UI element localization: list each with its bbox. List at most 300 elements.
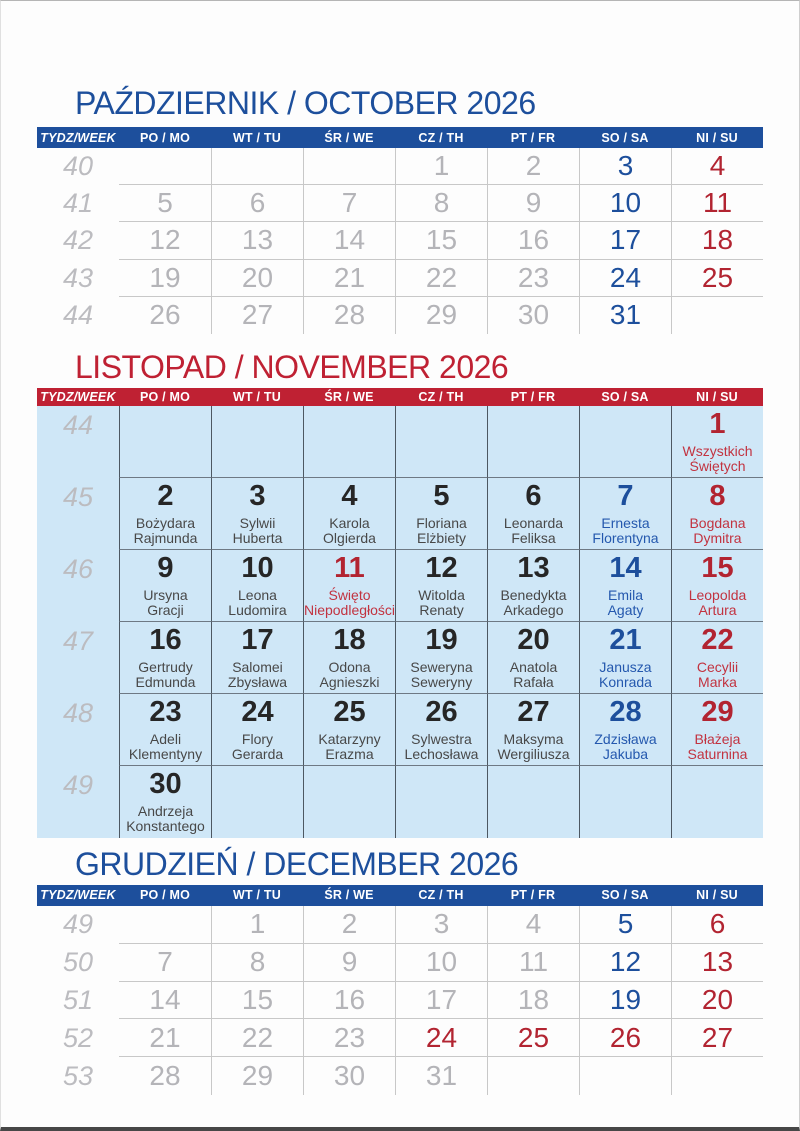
day-number: 18 — [333, 623, 366, 656]
header-day-label: ŚR / WE — [324, 888, 374, 903]
day-cell — [487, 766, 579, 838]
day-number: 12 — [609, 946, 642, 978]
day-number: 4 — [341, 479, 358, 512]
day-cell — [579, 406, 671, 478]
day-cell — [303, 297, 395, 334]
day-number: 23 — [149, 695, 182, 728]
header-day-label: WT / TU — [233, 888, 281, 903]
day-cell — [211, 622, 303, 694]
day-cell — [579, 1057, 671, 1095]
day-number: 21 — [149, 1021, 181, 1053]
day-number: 17 — [609, 224, 642, 256]
day-cell — [395, 1019, 487, 1057]
week-number: 42 — [62, 225, 94, 256]
day-cell — [671, 766, 763, 838]
day-number: 8 — [249, 946, 266, 978]
day-number: 22 — [701, 623, 734, 656]
day-cell — [579, 694, 671, 766]
day-number: 13 — [241, 224, 274, 256]
week-number: 45 — [62, 481, 94, 512]
name-day-label: Gertrudy Edmunda — [135, 658, 196, 691]
name-day-label: Leopolda Artura — [688, 586, 747, 619]
day-cell — [119, 1019, 211, 1057]
day-cell — [303, 906, 395, 944]
day-cell — [303, 1019, 395, 1057]
day-number: 3 — [433, 908, 450, 940]
day-number: 9 — [157, 551, 174, 584]
week-number: 41 — [62, 188, 94, 219]
week-row — [37, 297, 763, 334]
day-cell — [487, 906, 579, 944]
day-cell — [119, 694, 211, 766]
day-cell — [211, 982, 303, 1020]
day-cell — [119, 478, 211, 550]
day-cell — [395, 148, 487, 185]
day-cell — [579, 982, 671, 1020]
header-day-label: ŚR / WE — [324, 130, 374, 145]
week-row — [37, 1057, 763, 1095]
day-number: 28 — [149, 1060, 181, 1092]
name-day-label: Maksyma Wergiliusza — [497, 730, 570, 763]
day-cell — [671, 222, 763, 259]
name-day-label: Floriana Elżbiety — [416, 514, 467, 547]
name-day-label: Sylwestra Lechosława — [404, 730, 479, 763]
day-cell — [303, 148, 395, 185]
day-number: 8 — [433, 187, 450, 219]
day-cell — [579, 148, 671, 185]
month-grid — [37, 906, 763, 1095]
day-cell — [303, 406, 395, 478]
day-cell — [487, 185, 579, 222]
header-week-label: TYDZ/WEEK — [40, 888, 116, 903]
week-row — [37, 406, 763, 478]
day-cell — [119, 982, 211, 1020]
day-cell — [211, 550, 303, 622]
day-cell — [119, 906, 211, 944]
day-number: 19 — [609, 983, 642, 1015]
name-day-label: Janusza Konrada — [599, 658, 652, 691]
week-row — [37, 982, 763, 1020]
day-number: 1 — [433, 150, 450, 182]
day-number: 31 — [425, 1060, 458, 1092]
weekday-header-row — [37, 885, 763, 906]
day-number: 7 — [341, 187, 358, 219]
day-number: 27 — [517, 695, 550, 728]
day-cell — [395, 622, 487, 694]
name-day-label: Święto Niepodległości — [303, 586, 396, 619]
day-cell — [211, 406, 303, 478]
week-row — [37, 1019, 763, 1057]
name-day-label: Adeli Klementyny — [128, 730, 203, 763]
day-number: 11 — [702, 187, 733, 219]
header-day-label: PT / FR — [510, 130, 556, 145]
day-number: 3 — [617, 150, 634, 182]
day-number: 27 — [701, 1021, 734, 1053]
day-cell — [579, 260, 671, 297]
day-cell — [211, 1057, 303, 1095]
day-number: 20 — [701, 983, 734, 1015]
week-number: 53 — [62, 1060, 94, 1091]
day-number: 16 — [149, 623, 182, 656]
name-day-label: Błażeja Saturnina — [687, 730, 748, 763]
week-number: 50 — [62, 947, 94, 978]
day-number: 15 — [241, 983, 274, 1015]
day-cell — [303, 260, 395, 297]
day-cell — [119, 260, 211, 297]
week-number: 44 — [62, 299, 94, 330]
day-cell — [579, 906, 671, 944]
day-number: 1 — [249, 908, 266, 940]
name-day-label: Benedykta Arkadego — [500, 586, 567, 619]
day-cell — [395, 906, 487, 944]
day-cell — [395, 944, 487, 982]
day-number: 22 — [241, 1021, 274, 1053]
day-number: 24 — [241, 695, 274, 728]
day-number: 9 — [525, 187, 542, 219]
day-number: 23 — [333, 1021, 366, 1053]
day-cell — [211, 148, 303, 185]
day-cell — [487, 1019, 579, 1057]
day-number: 4 — [525, 908, 542, 940]
day-cell — [487, 694, 579, 766]
name-day-label: Leona Ludomira — [228, 586, 287, 619]
week-number: 46 — [62, 553, 94, 584]
day-number: 30 — [333, 1060, 366, 1092]
week-row — [37, 944, 763, 982]
day-cell — [395, 694, 487, 766]
day-number: 26 — [609, 1021, 642, 1053]
day-cell — [671, 478, 763, 550]
weekday-header-row — [37, 388, 763, 406]
day-number: 5 — [617, 908, 634, 940]
header-day-label: NI / SU — [696, 130, 738, 145]
day-cell — [119, 766, 211, 838]
day-cell — [487, 222, 579, 259]
day-number: 18 — [701, 224, 734, 256]
day-cell — [487, 297, 579, 334]
day-cell — [119, 550, 211, 622]
header-day-label: PT / FR — [510, 888, 556, 903]
week-number: 40 — [62, 151, 94, 182]
week-number: 49 — [62, 769, 94, 800]
header-week-label: TYDZ/WEEK — [40, 389, 116, 404]
header-day-label: NI / SU — [696, 888, 738, 903]
day-cell — [579, 185, 671, 222]
day-number: 3 — [249, 479, 266, 512]
day-number: 30 — [149, 767, 182, 800]
month-grid — [37, 148, 763, 334]
day-number: 17 — [241, 623, 274, 656]
month-section-october — [37, 1, 763, 334]
day-number: 19 — [149, 261, 181, 293]
weekday-header-row — [37, 127, 763, 148]
day-number: 13 — [701, 946, 734, 978]
day-number: 20 — [241, 261, 274, 293]
week-row — [37, 906, 763, 944]
name-day-label: Wszystkich Świętych — [682, 442, 753, 475]
day-number: 26 — [149, 299, 181, 331]
week-row — [37, 694, 763, 766]
day-cell — [395, 982, 487, 1020]
day-cell — [395, 406, 487, 478]
name-day-label: Cecylii Marka — [696, 658, 739, 691]
name-day-label: Witolda Renaty — [418, 586, 465, 619]
week-row — [37, 550, 763, 622]
day-cell — [303, 766, 395, 838]
day-cell — [671, 982, 763, 1020]
header-day-label: CZ / TH — [418, 130, 464, 145]
day-cell — [119, 185, 211, 222]
week-number: 47 — [62, 625, 94, 656]
header-day-label: ŚR / WE — [324, 389, 374, 404]
day-number: 10 — [609, 187, 642, 219]
name-day-label: Seweryna Seweryny — [410, 658, 473, 691]
header-day-label: SO / SA — [601, 389, 649, 404]
name-day-label: Salomei Zbysława — [227, 658, 288, 691]
day-number: 16 — [333, 983, 366, 1015]
day-number: 7 — [617, 479, 634, 512]
week-number: 48 — [62, 697, 94, 728]
day-number: 6 — [709, 908, 726, 940]
name-day-label: Zdzisława Jakuba — [594, 730, 657, 763]
header-day-label: PT / FR — [510, 389, 556, 404]
day-number: 17 — [425, 983, 458, 1015]
header-day-label: PO / MO — [139, 130, 190, 145]
day-number: 2 — [157, 479, 174, 512]
day-number: 11 — [518, 946, 549, 978]
day-number: 14 — [149, 983, 181, 1015]
day-cell — [671, 906, 763, 944]
day-number: 6 — [249, 187, 266, 219]
day-number: 10 — [241, 551, 274, 584]
week-row — [37, 478, 763, 550]
day-cell — [487, 478, 579, 550]
day-number: 2 — [341, 908, 358, 940]
header-day-label: CZ / TH — [418, 389, 464, 404]
day-number: 2 — [525, 150, 542, 182]
week-row — [37, 148, 763, 185]
day-cell — [487, 406, 579, 478]
month-section-november — [37, 334, 763, 838]
day-cell — [211, 694, 303, 766]
day-cell — [579, 297, 671, 334]
name-day-label: Ernesta Florentyna — [592, 514, 659, 547]
day-cell — [395, 260, 487, 297]
day-cell — [119, 944, 211, 982]
day-number: 13 — [517, 551, 550, 584]
day-number: 25 — [517, 1021, 550, 1053]
day-cell — [671, 550, 763, 622]
header-day-label: CZ / TH — [418, 888, 464, 903]
month-grid — [37, 406, 763, 838]
day-cell — [671, 297, 763, 334]
month-title-november: LISTOPAD / NOVEMBER 2026 — [75, 348, 509, 385]
day-cell — [211, 766, 303, 838]
day-cell — [119, 1057, 211, 1095]
day-number: 24 — [609, 261, 642, 293]
day-number: 29 — [701, 695, 734, 728]
day-cell — [487, 260, 579, 297]
day-number: 27 — [241, 299, 274, 331]
name-day-label: Anatola Rafała — [509, 658, 558, 691]
day-number: 7 — [157, 946, 173, 978]
day-number: 4 — [709, 150, 726, 182]
day-number: 22 — [425, 261, 458, 293]
day-cell — [303, 185, 395, 222]
day-cell — [579, 622, 671, 694]
day-number: 26 — [425, 695, 458, 728]
month-section-december — [37, 838, 763, 1095]
week-number: 49 — [62, 909, 94, 940]
header-day-label: PO / MO — [139, 888, 190, 903]
day-number: 12 — [149, 224, 181, 256]
header-week-label: TYDZ/WEEK — [40, 130, 116, 145]
day-cell — [119, 148, 211, 185]
day-number: 21 — [609, 623, 642, 656]
day-cell — [671, 148, 763, 185]
week-row — [37, 260, 763, 297]
day-cell — [211, 1019, 303, 1057]
day-cell — [303, 982, 395, 1020]
week-number: 52 — [62, 1022, 94, 1053]
day-number: 19 — [425, 623, 458, 656]
name-day-label: Bogdana Dymitra — [689, 514, 746, 547]
day-number: 5 — [433, 479, 450, 512]
month-title-october: PAŹDZIERNIK / OCTOBER 2026 — [75, 85, 536, 121]
day-cell — [395, 222, 487, 259]
day-cell — [671, 694, 763, 766]
name-day-label: Bożydara Rajmunda — [133, 514, 198, 547]
day-cell — [211, 222, 303, 259]
day-cell — [395, 1057, 487, 1095]
day-cell — [487, 944, 579, 982]
day-cell — [395, 185, 487, 222]
week-number: 43 — [62, 262, 94, 293]
day-cell — [487, 1057, 579, 1095]
header-day-label: WT / TU — [233, 389, 281, 404]
week-number: 44 — [62, 409, 94, 440]
name-day-label: Andrzeja Konstantego — [126, 802, 205, 835]
day-number: 29 — [425, 299, 458, 331]
day-cell — [303, 622, 395, 694]
name-day-label: Odona Agnieszki — [319, 658, 380, 691]
day-number: 9 — [341, 946, 358, 978]
day-cell — [487, 982, 579, 1020]
day-cell — [211, 906, 303, 944]
day-cell — [211, 478, 303, 550]
week-row — [37, 622, 763, 694]
day-cell — [671, 260, 763, 297]
day-number: 14 — [333, 224, 366, 256]
day-number: 15 — [701, 551, 734, 584]
day-cell — [211, 297, 303, 334]
day-number: 8 — [709, 479, 726, 512]
day-cell — [119, 297, 211, 334]
day-cell — [579, 550, 671, 622]
day-number: 30 — [517, 299, 550, 331]
header-day-label: PO / MO — [139, 389, 190, 404]
month-title-december: GRUDZIEŃ / DECEMBER 2026 — [75, 845, 519, 882]
day-cell — [303, 222, 395, 259]
day-cell — [211, 260, 303, 297]
day-cell — [671, 944, 763, 982]
day-number: 18 — [517, 983, 550, 1015]
day-cell — [119, 622, 211, 694]
day-number: 20 — [517, 623, 550, 656]
day-cell — [211, 944, 303, 982]
name-day-label: Sylwii Huberta — [232, 514, 283, 547]
day-number: 16 — [517, 224, 550, 256]
day-number: 28 — [609, 695, 642, 728]
day-cell — [579, 1019, 671, 1057]
day-cell — [303, 478, 395, 550]
name-day-label: Flory Gerarda — [231, 730, 284, 763]
day-number: 12 — [425, 551, 458, 584]
day-cell — [395, 550, 487, 622]
day-cell — [487, 622, 579, 694]
day-cell — [579, 222, 671, 259]
day-cell — [579, 478, 671, 550]
week-row — [37, 185, 763, 222]
day-cell — [671, 1057, 763, 1095]
day-cell — [119, 222, 211, 259]
name-day-label: Karola Olgierda — [323, 514, 376, 547]
name-day-label: Emila Agaty — [607, 586, 644, 619]
day-number: 1 — [709, 407, 726, 440]
day-cell — [303, 944, 395, 982]
header-day-label: WT / TU — [233, 130, 281, 145]
day-number: 25 — [701, 261, 734, 293]
name-day-label: Katarzyny Erazma — [318, 730, 381, 763]
header-day-label: SO / SA — [601, 888, 649, 903]
day-cell — [211, 185, 303, 222]
day-cell — [119, 406, 211, 478]
day-number: 29 — [241, 1060, 274, 1092]
day-number: 25 — [333, 695, 366, 728]
week-number: 51 — [62, 984, 94, 1015]
day-number: 21 — [333, 261, 366, 293]
day-number: 6 — [525, 479, 542, 512]
header-day-label: NI / SU — [696, 389, 738, 404]
day-cell — [671, 406, 763, 478]
day-cell — [671, 185, 763, 222]
day-number: 5 — [157, 187, 173, 219]
week-row — [37, 766, 763, 838]
day-number: 14 — [609, 551, 642, 584]
name-day-label: Leonarda Feliksa — [503, 514, 564, 547]
day-cell — [395, 478, 487, 550]
day-number: 11 — [334, 551, 365, 584]
day-cell — [395, 297, 487, 334]
day-cell — [487, 148, 579, 185]
day-cell — [303, 550, 395, 622]
day-cell — [579, 766, 671, 838]
day-cell — [303, 1057, 395, 1095]
day-cell — [487, 550, 579, 622]
day-number: 10 — [425, 946, 458, 978]
day-cell — [671, 1019, 763, 1057]
day-cell — [395, 766, 487, 838]
day-cell — [671, 622, 763, 694]
week-row — [37, 222, 763, 259]
day-number: 23 — [517, 261, 550, 293]
header-day-label: SO / SA — [601, 130, 649, 145]
day-cell — [579, 944, 671, 982]
day-number: 28 — [333, 299, 366, 331]
day-cell — [303, 694, 395, 766]
day-number: 15 — [425, 224, 458, 256]
name-day-label: Ursyna Gracji — [143, 586, 188, 619]
